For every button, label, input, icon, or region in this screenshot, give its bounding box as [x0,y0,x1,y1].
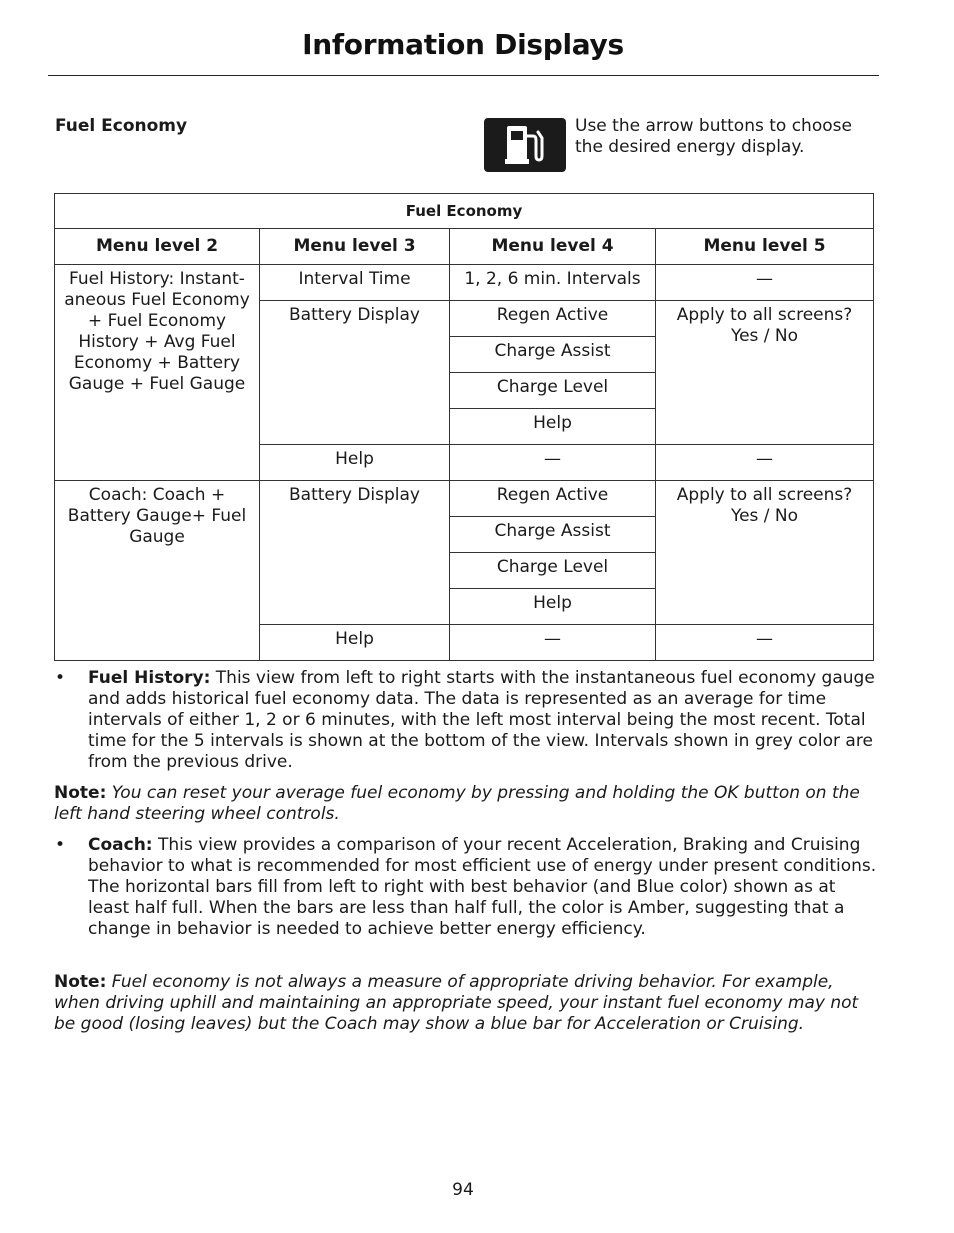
column-header: Menu level 5 [656,229,874,265]
table-cell-level3: Help [260,625,450,661]
note-reset [54,783,879,825]
table-cell-level4: — [450,625,656,661]
table-cell-level4: Regen Active [450,481,656,517]
instruction-text: Use the arrow buttons to choose the desired energy display. [575,116,852,157]
table-cell-level5: — [656,625,874,661]
bullet-term: Coach: [88,835,153,855]
table-cell-level3: Interval Time [260,265,450,301]
table-cell-level3: Battery Display [260,301,450,445]
table-caption: Fuel Economy [55,194,874,229]
note-text: You can reset your average fuel economy by pressing and holding the OK button on the left hand steering wheel controls. [54,783,860,824]
table-cell-level4: — [450,445,656,481]
fuel-economy-menu-table [54,193,874,661]
section-heading: Fuel Economy [55,116,188,136]
table-cell-level2: Fuel History: Instant-aneous Fuel Economy + Fuel Economy History + Avg Fuel Economy + Battery Gauge + Fuel Gauge [55,265,260,481]
note-coach [54,972,879,1035]
table-cell-level5: — [656,265,874,301]
bullet-fuel-history [88,668,878,773]
table-cell-level5: Apply to all screens? Yes / No [656,301,874,445]
bullet-text: This view provides a comparison of your recent Acceleration, Braking and Cruising behavior to what is recommended for most efficient use of energy under present conditions. The horizontal bars fill from left to right with best behavior (and Blue color) shown as at least half full. When the bars are less than half full, the color is Amber, suggesting that a change in behavior is needed to achieve better energy efficiency. [88,835,877,939]
bullet-term: Fuel History: [88,668,211,688]
page-number: 94 [452,1180,474,1200]
note-label: Note: [54,972,107,992]
table-cell-level4: Regen Active [450,301,656,337]
table-cell-level2: Coach: Coach + Battery Gauge+ Fuel Gauge [55,481,260,661]
table-cell-level4: Help [450,409,656,445]
note-label: Note: [54,783,107,803]
table-cell-level4: Charge Level [450,553,656,589]
column-header: Menu level 3 [260,229,450,265]
column-header: Menu level 2 [55,229,260,265]
bullet-coach [88,835,878,940]
table-cell-level4: Charge Assist [450,337,656,373]
note-text: Fuel economy is not always a measure of appropriate driving behavior. For example, when driving uphill and maintaining an appropriate speed, your instant fuel economy may not be good (losing leaves) but the Coach may show a blue bar for Acceleration or Cruising. [54,972,859,1034]
table-cell-level5: — [656,445,874,481]
column-header: Menu level 4 [450,229,656,265]
table-cell-level5: Apply to all screens? Yes / No [656,481,874,625]
table-cell-level4: Charge Assist [450,517,656,553]
title-divider [48,75,879,76]
bullet-marker: • [55,668,66,688]
bullet-text: This view from left to right starts with the instantaneous fuel economy gauge and adds historical fuel economy data. The data is represented as an average for time intervals of either 1, 2 or 6 minutes, with the left most interval being the most recent. Total time for the 5 intervals is shown at the bottom of the view. Intervals shown in grey color are from the previous drive. [88,668,875,772]
table-cell-level4: Charge Level [450,373,656,409]
table-cell-level4: 1, 2, 6 min. Intervals [450,265,656,301]
table-cell-level3: Help [260,445,450,481]
page-title: Information Displays [302,28,624,61]
bullet-marker: • [55,835,66,855]
fuel-pump-icon [484,118,566,172]
table-cell-level4: Help [450,589,656,625]
table-cell-level3: Battery Display [260,481,450,625]
